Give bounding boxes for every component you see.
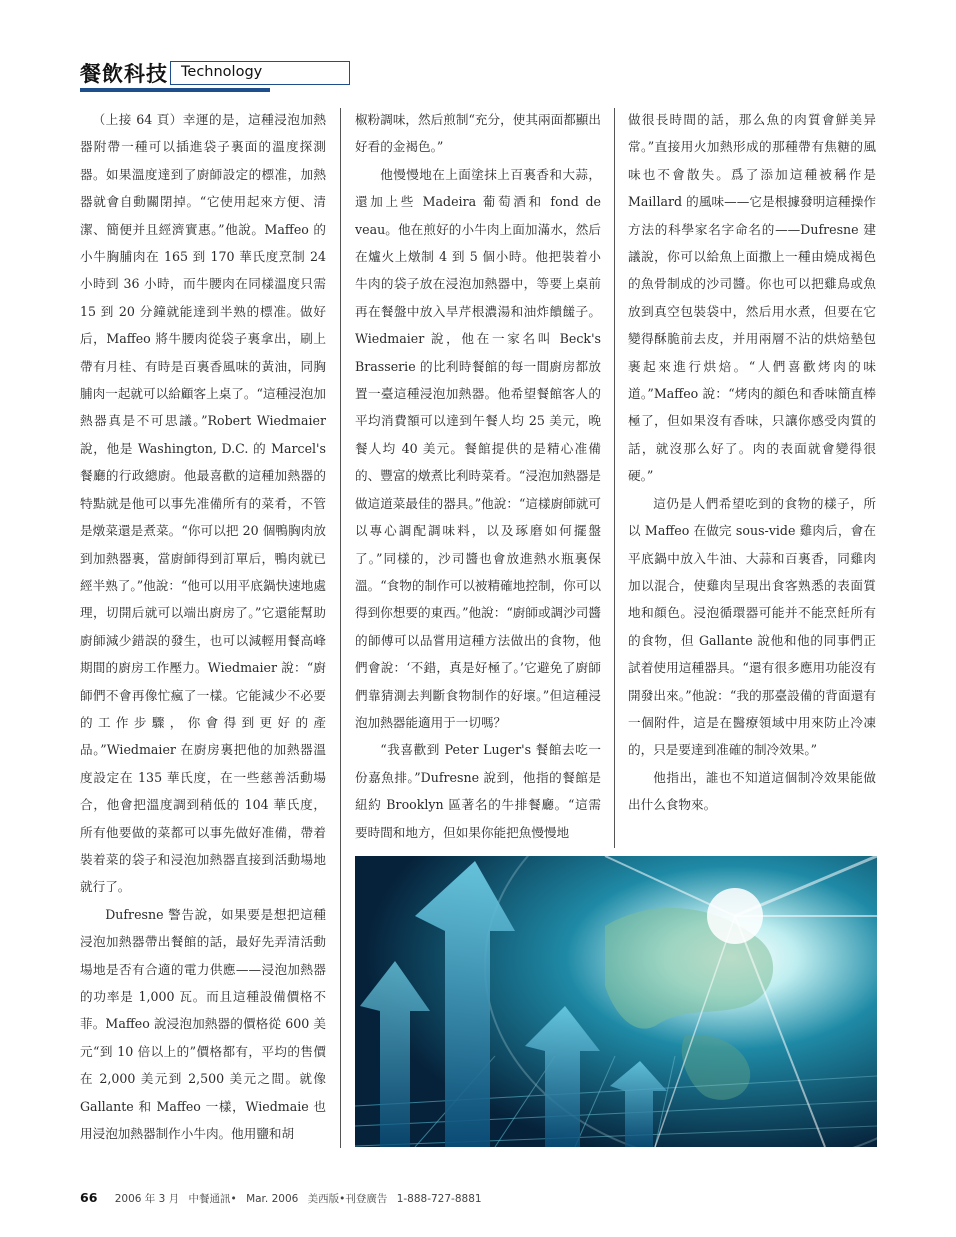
- article-column-3: [628, 106, 876, 851]
- header-rule: [80, 88, 270, 92]
- column-divider: [614, 108, 615, 848]
- footer-phone: 1-888-727-8881: [396, 1193, 482, 1205]
- paragraph: 他慢慢地在上面塗抹上百裏香和大蒜，還加上些 Madeira 葡萄酒和 fond de veau。他在煎好的小牛肉上面加滿水，然后在爐火上燉制 4 到 5 個小時。他把裝着小牛肉的袋子放在浸泡加熱器中，等要上桌前再在餐盤中放入旱芹根濃湯和油炸饋饈子。Wiedmaier 說，他在一家名叫 Beck's Brasserie 的比利時餐館的每一間廚房都放置一臺這種浸泡加熱器。他希望餐館客人的平均消費額可以達到午餐人均 25 美元，晚餐人均 40 美元。餐館提供的是精心准備的、豐富的燉煮比利時菜肴。“浸泡加熱器是做這道菜最佳的器具。”他說：“這樣廚師就可以專心調配調味料，以及琢磨如何擺盤了。”同樣的，沙司醬也會放進熱水瓶裏保溫。“食物的制作可以被精確地控制，你可以得到你想要的東西。”他說：“廚師或調沙司醬的師傅可以品嘗用這種方法做出的食物，他們會說：‘不錯，真是好極了。’它避免了廚師們靠猜測去判斷食物制作的好壞。”但這種浸泡加熱器能適用于一切嗎？: [355, 166, 601, 730]
- paragraph: “我喜歡到 Peter Luger's 餐館去吃一份嘉魚排。”Dufresne 說到，他指的餐館是紐約 Brooklyn 區著名的牛排餐廳。“這需要時間和地方，但如果你能把魚慢慢地: [355, 742, 601, 840]
- paragraph: 椒粉調味，然后煎制“充分，使其兩面都顯出好看的金褐色。”: [355, 112, 601, 155]
- footer-date-cn: 2006 年 3 月: [114, 1193, 180, 1205]
- page-number: 66: [80, 1190, 98, 1205]
- footer-edition: 美西版•刊登廣告: [307, 1193, 388, 1205]
- globe-arrows-photo: [355, 856, 877, 1147]
- page-footer: [80, 1190, 488, 1206]
- globe-arrows-illustration: [355, 856, 877, 1147]
- article-column-1: [80, 106, 326, 1156]
- paragraph: 他指出，誰也不知道這個制冷效果能做出什么食物來。: [628, 769, 876, 813]
- paragraph: Dufresne 警告說，如果要是想把這種浸泡加熱器帶出餐館的話，最好先弄清活動場地是否有合適的電力供應——浸泡加熱器的功率是 1,000 瓦。而且這種設備價格不菲。Maffeo 說浸泡加熱器的價格從 600 美元“到 10 倍以上的”價格都有，平均的售價在 2,000 美元到 2,500 美元之間。就像 Gallante 和 Maffeo 一樣，Wiedmaie 也用浸泡加熱器制作小牛肉。他用鹽和胡: [80, 906, 326, 1142]
- column-divider: [340, 108, 341, 1148]
- paragraph: 這仍是人們希望吃到的食物的樣子，所以 Maffeo 在做完 sous-vide 雞肉后，會在平底鍋中放入牛油、大蒜和百裏香，同雞肉加以混合，使雞肉呈現出食客熟悉的表面質地和顔色。浸泡循環器可能并不能烹飪所有的食物，但 Gallante 說他和他的同事們正試着使用這種器具。“還有很多應用功能沒有開發出來。”他說：“我的那臺設備的背面還有一個附件，這是在醫療領域中用來防止冷凍的，只是要達到准確的制冷效果。”: [628, 495, 876, 758]
- footer-publication: 中餐通訊•: [188, 1193, 237, 1205]
- article-column-2: [355, 106, 601, 851]
- footer-date-en: Mar. 2006: [246, 1193, 299, 1205]
- section-title: 餐飲科技: [80, 62, 168, 86]
- paragraph: 做很長時間的話，那么魚的肉質會鮮美异常。”直接用火加熱形成的那種帶有焦糖的風味也不會散失。爲了添加這種被稱作是 Maillard 的風味——它是根據發明這種操作方法的科學家名字命名的——Dufresne 建議說，你可以給魚上面撒上一種由燒成褐色的魚骨制成的沙司醬。你也可以把雞鳥或魚放到真空包裝袋中，然后用水煮，但要在它變得酥脆前去皮，并用兩層不沾的烘焙墊包裹起來進行烘焙。“人們喜歡烤肉的味道。”Maffeo 說：“烤肉的顔色和香味簡直棒極了，但如果沒有香味，只讓你感受肉質的話，就沒那么好了。肉的表面就會變得很硬。”: [628, 112, 876, 484]
- section-label: Technology: [170, 61, 350, 85]
- paragraph: （上接 64 頁）幸運的是，這種浸泡加熱器附帶一種可以插進袋子裏面的溫度探測器。如果溫度達到了廚師設定的標准，加熱器就會自動關閉掉。“它使用起來方便、清潔、簡便并且經濟實惠。”他說。Maffeo 的小牛胸脯肉在 165 到 170 華氏度烹制 24 小時到 36 小時，而牛腰肉在同樣溫度只需 15 到 20 分鐘就能達到半熟的標准。做好后，Maffeo 將牛腰肉從袋子裏拿出，刷上帶有月桂、有時是百裏香風味的黃油，同胸脯肉一起就可以給顧客上桌了。“這種浸泡加熱器真是不可思議。”Robert Wiedmaier 說，他是 Washington, D.C. 的 Marcel's 餐廳的行政總廚。他最喜歡的這種加熱器的特點就是他可以事先准備所有的菜肴，不管是燉菜還是煮菜。“你可以把 20 個鴨胸肉放到加熱器裏，當廚師得到訂單后，鴨肉就已經半熟了。”他說：“他可以用平底鍋快速地處理，切開后就可以端出廚房了。”它還能幫助廚師減少錯誤的發生，也可以減輕用餐高峰期間的廚房工作壓力。Wiedmaier 說：“廚師們不會再像忙瘋了一樣。它能減少不必要的工作步驟，你會得到更好的產品。”Wiedmaier 在廚房裏把他的加熱器溫度設定在 135 華氏度，在一些慈善活動場合，他會把溫度調到稍低的 104 華氏度，所有他要做的菜都可以事先做好准備，帶着裝着菜的袋子和浸泡加熱器直接到活動場地就行了。: [80, 112, 326, 895]
